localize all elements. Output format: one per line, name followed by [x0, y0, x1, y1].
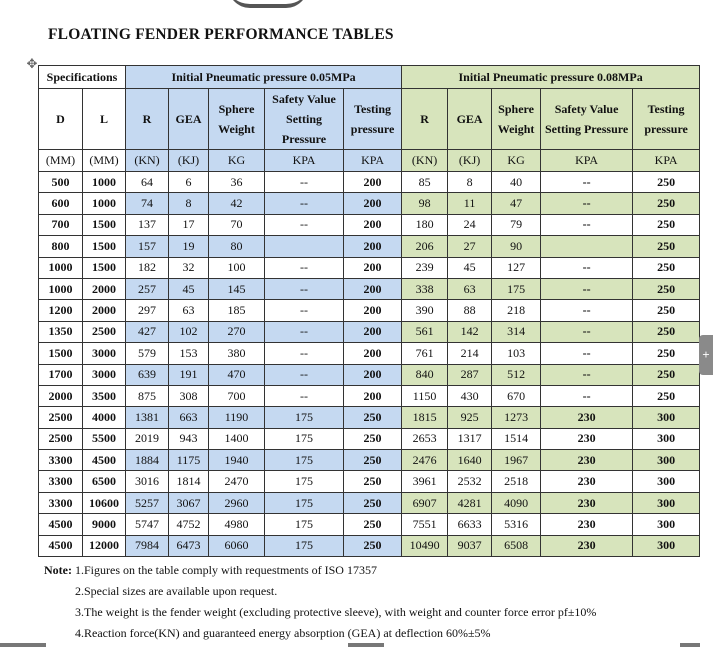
table-cell: 214: [448, 343, 492, 364]
table-cell: 314: [492, 321, 541, 342]
table-cell: 7984: [126, 535, 169, 556]
table-cell: 6500: [83, 471, 126, 492]
table-cell: 250: [633, 214, 700, 235]
table-cell: 230: [541, 535, 633, 556]
table-cell: 5257: [126, 492, 169, 513]
table-cell: 1273: [492, 407, 541, 428]
table-cell: 175: [265, 535, 344, 556]
table-cell: 200: [344, 321, 402, 342]
table-cell: 250: [633, 300, 700, 321]
table-cell: 700: [209, 385, 265, 406]
table-cell: 218: [492, 300, 541, 321]
table-cell: 7551: [402, 514, 448, 535]
table-cell: 36: [209, 172, 265, 193]
table-cell: 175: [265, 471, 344, 492]
table-cell: 2470: [209, 471, 265, 492]
unit-cell: KG: [492, 150, 541, 172]
table-cell: 2000: [83, 278, 126, 299]
table-cell: 6508: [492, 535, 541, 556]
table-cell: 250: [633, 278, 700, 299]
table-cell: 1200: [39, 300, 83, 321]
table-cell: 175: [265, 407, 344, 428]
pressure-008-header: Initial Pneumatic pressure 0.08MPa: [402, 66, 700, 89]
table-cell: 24: [448, 214, 492, 235]
table-cell: 300: [633, 535, 700, 556]
table-cell: 40: [492, 172, 541, 193]
table-cell: 45: [448, 257, 492, 278]
table-cell: 250: [633, 172, 700, 193]
table-cell: 103: [492, 343, 541, 364]
unit-cell: KPA: [344, 150, 402, 172]
table-cell: 3000: [83, 343, 126, 364]
table-cell: 1814: [169, 471, 209, 492]
table-row: [39, 450, 700, 471]
table-cell: 145: [209, 278, 265, 299]
unit-cell: KPA: [265, 150, 344, 172]
table-row: [39, 492, 700, 513]
table-cell: 1350: [39, 321, 83, 342]
table-row: [39, 278, 700, 299]
table-cell: 8: [448, 172, 492, 193]
table-cell: 639: [126, 364, 169, 385]
table-cell: 500: [39, 172, 83, 193]
table-cell: --: [265, 343, 344, 364]
table-cell: 250: [344, 450, 402, 471]
table-cell: 840: [402, 364, 448, 385]
col-safety-value-header: Safety Value Setting Pressure: [265, 89, 344, 150]
table-cell: 4000: [83, 407, 126, 428]
table-cell: 250: [633, 364, 700, 385]
table-cell: 9037: [448, 535, 492, 556]
table-row: [39, 300, 700, 321]
table-cell: 142: [448, 321, 492, 342]
table-cell: 80: [209, 236, 265, 257]
table-cell: 2518: [492, 471, 541, 492]
unit-cell: (KJ): [448, 150, 492, 172]
col-safety-value-header: Safety Value Setting Pressure: [541, 89, 633, 150]
table-cell: 300: [633, 407, 700, 428]
table-cell: 1815: [402, 407, 448, 428]
table-cell: --: [541, 278, 633, 299]
table-row: [39, 172, 700, 193]
table-cell: 2000: [83, 300, 126, 321]
table-cell: 3000: [83, 364, 126, 385]
col-l-header: L: [83, 89, 126, 150]
unit-cell: KPA: [541, 150, 633, 172]
table-cell: 1640: [448, 450, 492, 471]
table-cell: --: [541, 193, 633, 214]
col-gea-header: GEA: [448, 89, 492, 150]
table-cell: 200: [344, 257, 402, 278]
table-row: [39, 471, 700, 492]
table-cell: 250: [344, 428, 402, 449]
table-cell: 200: [344, 236, 402, 257]
table-cell: 153: [169, 343, 209, 364]
table-cell: 32: [169, 257, 209, 278]
bottom-edge-mark: [0, 643, 46, 647]
table-cell: 1000: [83, 193, 126, 214]
decorative-arc: [228, 0, 308, 8]
table-cell: 1400: [209, 428, 265, 449]
table-cell: 308: [169, 385, 209, 406]
table-cell: 88: [448, 300, 492, 321]
table-cell: 85: [402, 172, 448, 193]
table-cell: 6907: [402, 492, 448, 513]
table-cell: 1500: [83, 214, 126, 235]
table-cell: 512: [492, 364, 541, 385]
table-row: [39, 321, 700, 342]
table-cell: 200: [344, 300, 402, 321]
col-gea-header: GEA: [169, 89, 209, 150]
table-row: [39, 407, 700, 428]
unit-cell: (MM): [39, 150, 83, 172]
table-cell: 12000: [83, 535, 126, 556]
table-cell: 257: [126, 278, 169, 299]
table-cell: 250: [344, 514, 402, 535]
table-cell: 1500: [39, 343, 83, 364]
table-cell: --: [541, 343, 633, 364]
table-row: [39, 257, 700, 278]
table-cell: 1000: [39, 278, 83, 299]
table-cell: 1190: [209, 407, 265, 428]
col-r-header: R: [126, 89, 169, 150]
table-cell: 64: [126, 172, 169, 193]
table-cell: --: [265, 193, 344, 214]
table-cell: 338: [402, 278, 448, 299]
table-cell: 250: [344, 535, 402, 556]
unit-cell: KG: [209, 150, 265, 172]
unit-cell: (KN): [126, 150, 169, 172]
table-cell: 925: [448, 407, 492, 428]
table-cell: 5500: [83, 428, 126, 449]
table-cell: 200: [344, 385, 402, 406]
table-cell: 42: [209, 193, 265, 214]
table-cell: 191: [169, 364, 209, 385]
table-cell: 127: [492, 257, 541, 278]
table-cell: --: [541, 257, 633, 278]
table-cell: 4500: [83, 450, 126, 471]
table-cell: --: [541, 172, 633, 193]
table-cell: 3961: [402, 471, 448, 492]
unit-cell: (KJ): [169, 150, 209, 172]
table-cell: 6473: [169, 535, 209, 556]
col-d-header: D: [39, 89, 83, 150]
table-cell: 300: [633, 428, 700, 449]
col-testing-pressure-header: Testing pressure: [344, 89, 402, 150]
table-cell: 5316: [492, 514, 541, 535]
pressure-005-header: Initial Pneumatic pressure 0.05MPa: [126, 66, 402, 89]
table-row: [39, 214, 700, 235]
table-cell: 100: [209, 257, 265, 278]
table-cell: 27: [448, 236, 492, 257]
header-group-row: [39, 66, 700, 89]
table-cell: 230: [541, 428, 633, 449]
table-cell: 185: [209, 300, 265, 321]
table-cell: 6060: [209, 535, 265, 556]
table-cell: 175: [265, 514, 344, 535]
table-cell: 6: [169, 172, 209, 193]
table-cell: 1150: [402, 385, 448, 406]
table-row: [39, 428, 700, 449]
table-cell: 250: [633, 385, 700, 406]
note-text: 1.Figures on the table comply with requestments of ISO 17357: [74, 563, 377, 577]
table-cell: [541, 236, 633, 257]
table-cell: 1700: [39, 364, 83, 385]
table-cell: 1884: [126, 450, 169, 471]
table-cell: 700: [39, 214, 83, 235]
table-cell: 250: [633, 343, 700, 364]
table-cell: --: [265, 385, 344, 406]
table-cell: 1317: [448, 428, 492, 449]
table-cell: 4281: [448, 492, 492, 513]
table-cell: 4090: [492, 492, 541, 513]
col-testing-pressure-header: Testing pressure: [633, 89, 700, 150]
table-cell: 180: [402, 214, 448, 235]
table-cell: 239: [402, 257, 448, 278]
table-cell: 761: [402, 343, 448, 364]
table-row: [39, 514, 700, 535]
table-cell: 250: [633, 321, 700, 342]
table-cell: 200: [344, 278, 402, 299]
table-cell: --: [265, 278, 344, 299]
table-cell: 430: [448, 385, 492, 406]
table-cell: 2476: [402, 450, 448, 471]
table-cell: 427: [126, 321, 169, 342]
table-cell: --: [541, 364, 633, 385]
table-row: [39, 236, 700, 257]
table-cell: 157: [126, 236, 169, 257]
table-cell: 1175: [169, 450, 209, 471]
table-cell: 300: [633, 471, 700, 492]
note-label: Note:: [44, 563, 72, 577]
table-row: [39, 343, 700, 364]
table-cell: 3067: [169, 492, 209, 513]
specifications-header: Specifications: [39, 66, 126, 89]
table-cell: 200: [344, 343, 402, 364]
table-cell: 3500: [83, 385, 126, 406]
plus-icon[interactable]: +: [699, 335, 713, 375]
table-cell: 270: [209, 321, 265, 342]
table-cell: 390: [402, 300, 448, 321]
table-cell: 1967: [492, 450, 541, 471]
table-cell: 10490: [402, 535, 448, 556]
column-header-row: [39, 89, 700, 150]
unit-cell: KPA: [633, 150, 700, 172]
table-cell: 300: [633, 492, 700, 513]
table-cell: 4980: [209, 514, 265, 535]
table-cell: 102: [169, 321, 209, 342]
table-cell: 4500: [39, 514, 83, 535]
table-cell: 70: [209, 214, 265, 235]
table-cell: 2500: [39, 407, 83, 428]
table-cell: 670: [492, 385, 541, 406]
table-cell: 2532: [448, 471, 492, 492]
table-cell: --: [265, 214, 344, 235]
table-cell: 250: [633, 257, 700, 278]
table-cell: 943: [169, 428, 209, 449]
table-cell: 1381: [126, 407, 169, 428]
table-cell: 875: [126, 385, 169, 406]
bottom-edge-mark: [348, 643, 384, 647]
table-cell: --: [265, 321, 344, 342]
table-cell: 200: [344, 364, 402, 385]
table-cell: 6633: [448, 514, 492, 535]
table-cell: 250: [344, 407, 402, 428]
table-cell: 5747: [126, 514, 169, 535]
table-cell: 200: [344, 193, 402, 214]
table-row: [39, 535, 700, 556]
table-cell: 10600: [83, 492, 126, 513]
unit-cell: (MM): [83, 150, 126, 172]
table-cell: 230: [541, 450, 633, 471]
table-cell: 175: [265, 450, 344, 471]
table-cell: 561: [402, 321, 448, 342]
table-cell: 230: [541, 492, 633, 513]
table-cell: 800: [39, 236, 83, 257]
table-cell: 90: [492, 236, 541, 257]
table-cell: 47: [492, 193, 541, 214]
table-cell: --: [541, 300, 633, 321]
table-cell: 79: [492, 214, 541, 235]
table-cell: 3300: [39, 492, 83, 513]
table-row: [39, 193, 700, 214]
table-cell: 2960: [209, 492, 265, 513]
table-cell: --: [265, 257, 344, 278]
table-cell: 4752: [169, 514, 209, 535]
table-cell: 470: [209, 364, 265, 385]
table-cell: 175: [265, 492, 344, 513]
table-cell: 250: [344, 492, 402, 513]
table-cell: --: [265, 300, 344, 321]
note-line-2: 2.Special sizes are available upon request.: [75, 584, 278, 598]
table-cell: 63: [169, 300, 209, 321]
table-cell: 300: [633, 450, 700, 471]
table-cell: 600: [39, 193, 83, 214]
table-cell: 2653: [402, 428, 448, 449]
table-cell: 206: [402, 236, 448, 257]
unit-cell: (KN): [402, 150, 448, 172]
units-row: [39, 150, 700, 172]
note-line-1: [44, 560, 596, 581]
table-cell: --: [541, 214, 633, 235]
page-title: FLOATING FENDER PERFORMANCE TABLES: [48, 26, 394, 43]
table-cell: 175: [492, 278, 541, 299]
table-cell: 2500: [39, 428, 83, 449]
bottom-edge-mark: [680, 643, 700, 647]
table-cell: 230: [541, 514, 633, 535]
table-cell: 137: [126, 214, 169, 235]
table-cell: 579: [126, 343, 169, 364]
notes-block: [44, 560, 596, 644]
four-way-move-icon[interactable]: ✥: [26, 56, 38, 71]
table-cell: 3300: [39, 471, 83, 492]
table-cell: 1000: [39, 257, 83, 278]
table-cell: --: [265, 172, 344, 193]
table-cell: 4500: [39, 535, 83, 556]
table-cell: 230: [541, 407, 633, 428]
table-cell: 300: [633, 514, 700, 535]
table-cell: --: [541, 385, 633, 406]
table-cell: 175: [265, 428, 344, 449]
table-row: [39, 364, 700, 385]
table-cell: 250: [633, 236, 700, 257]
performance-table: [38, 65, 700, 557]
table-cell: 250: [633, 193, 700, 214]
table-cell: 74: [126, 193, 169, 214]
table-cell: 1000: [83, 172, 126, 193]
table-cell: --: [265, 364, 344, 385]
col-sphere-weight-header: Sphere Weight: [209, 89, 265, 150]
table-cell: 182: [126, 257, 169, 278]
table-cell: 200: [344, 214, 402, 235]
note-line-3: 3.The weight is the fender weight (excluding protective sleeve), with weight and counter force error pf±10%: [75, 605, 597, 619]
table-cell: 8: [169, 193, 209, 214]
table-cell: --: [541, 321, 633, 342]
table-cell: 287: [448, 364, 492, 385]
table-cell: 45: [169, 278, 209, 299]
table-cell: 9000: [83, 514, 126, 535]
table-cell: [265, 236, 344, 257]
table-cell: 297: [126, 300, 169, 321]
table-cell: 2500: [83, 321, 126, 342]
table-cell: 230: [541, 471, 633, 492]
table-cell: 3016: [126, 471, 169, 492]
note-line-4: 4.Reaction force(KN) and guaranteed energy absorption (GEA) at deflection 60%±5%: [75, 626, 491, 640]
table-cell: 663: [169, 407, 209, 428]
table-cell: 98: [402, 193, 448, 214]
table-row: [39, 385, 700, 406]
table-cell: 2019: [126, 428, 169, 449]
table-cell: 3300: [39, 450, 83, 471]
table-cell: 17: [169, 214, 209, 235]
table-cell: 19: [169, 236, 209, 257]
table-cell: 1940: [209, 450, 265, 471]
table-cell: 1514: [492, 428, 541, 449]
col-sphere-weight-header: Sphere Weight: [492, 89, 541, 150]
table-cell: 1500: [83, 257, 126, 278]
table-cell: 250: [344, 471, 402, 492]
col-r-header: R: [402, 89, 448, 150]
table-cell: 1500: [83, 236, 126, 257]
table-cell: 63: [448, 278, 492, 299]
table-cell: 380: [209, 343, 265, 364]
table-cell: 2000: [39, 385, 83, 406]
table-cell: 200: [344, 172, 402, 193]
table-cell: 11: [448, 193, 492, 214]
